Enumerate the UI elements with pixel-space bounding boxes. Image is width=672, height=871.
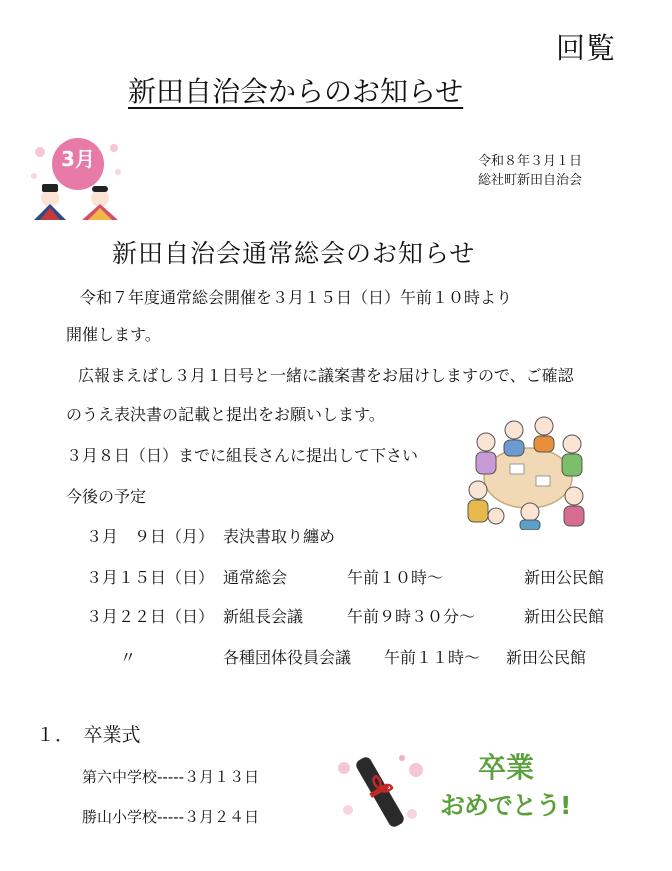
schedule-event: 表決書取り纏め (223, 527, 336, 546)
notice-title: 新田自治会通常総会のお知らせ (112, 239, 476, 268)
schedule-heading: 今後の予定 (66, 487, 147, 506)
hina-dolls-illustration (26, 134, 126, 220)
schedule-date: ３月 ９日（月） (86, 527, 215, 546)
notice-line-4: のうえ表決書の記載と提出をお願いします。 (66, 405, 385, 424)
schedule-place: 新田公民館 (524, 607, 605, 626)
issue-date: 令和８年３月１日 (478, 154, 583, 169)
issue-info (478, 152, 582, 190)
schedule-time: 午前９時３０分～ (347, 607, 476, 626)
congrats-line-1: 卒業 (478, 751, 535, 784)
schedule-time: 午前１０時～ (347, 568, 444, 587)
schedule-date: 〃 (120, 648, 137, 667)
notice-line-5: ３月８日（日）までに組長さんに提出して下さい (66, 446, 419, 465)
school-ceremony-date: 勝山小学校-----３月２４日 (82, 808, 260, 826)
schedule-date: ３月２２日（日） (86, 607, 215, 626)
meeting-illustration (462, 412, 592, 530)
calendar-badge-label: 3月 (61, 147, 95, 171)
congrats-line-2: おめでとう! (440, 791, 571, 820)
schedule-place: 新田公民館 (506, 648, 587, 667)
school-ceremony-date: 第六中学校-----３月１３日 (82, 768, 260, 786)
circulation-stamp-text: 回覧 (556, 31, 617, 65)
notice-line-2: 開催します。 (66, 325, 161, 344)
diploma-scroll-icon (332, 748, 428, 834)
schedule-time: 午前１１時～ (384, 648, 481, 667)
schedule-event: 新組長会議 (223, 607, 304, 626)
congratulations-graphic (440, 746, 590, 834)
notice-line-3: 広報まえばし３月１日号と一緒に議案書をお届けしますので、ご確認 (78, 366, 574, 385)
schedule-event: 通常総会 (223, 568, 288, 587)
schedule-date: ３月１５日（日） (86, 568, 215, 587)
schedule-event: 各種団体役員会議 (223, 648, 352, 667)
schedule-place: 新田公民館 (524, 568, 605, 587)
issuer-name: 総社町新田自治会 (478, 173, 583, 188)
notice-line-1: 令和７年度通常総会開催を３月１５日（日）午前１０時より (80, 288, 513, 307)
graduation-heading: １． 卒業式 (36, 724, 141, 746)
page-title: 新田自治会からのお知らせ (128, 75, 464, 108)
